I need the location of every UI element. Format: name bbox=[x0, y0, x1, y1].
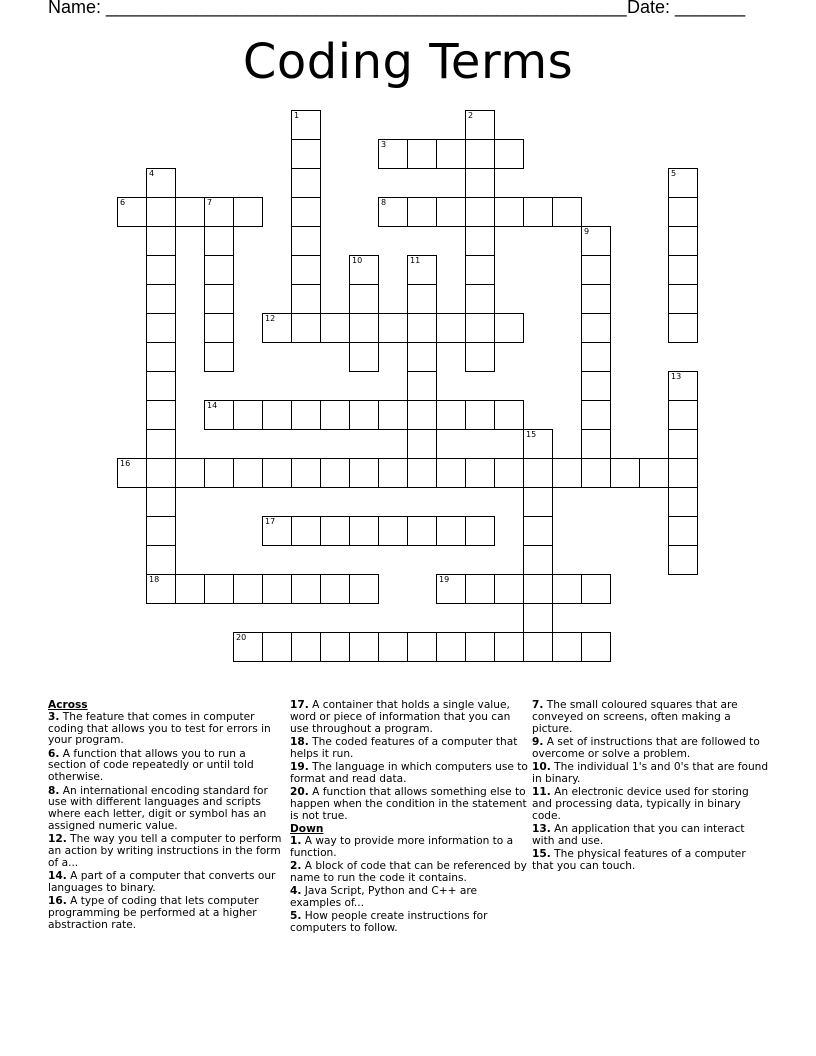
grid-cell[interactable] bbox=[465, 255, 495, 285]
grid-cell[interactable] bbox=[436, 632, 466, 662]
grid-cell[interactable] bbox=[320, 574, 350, 604]
clue-item-number: 15. bbox=[532, 848, 551, 861]
clue-item bbox=[290, 700, 528, 735]
grid-cell[interactable] bbox=[668, 197, 698, 227]
clue-item-number: 12. bbox=[48, 833, 67, 846]
grid-cell[interactable] bbox=[146, 226, 176, 256]
clue-item-number: 2. bbox=[290, 859, 302, 872]
grid-cell[interactable] bbox=[465, 632, 495, 662]
grid-cell[interactable] bbox=[233, 400, 263, 430]
clue-item-text: An international encoding standard for use with different languages and scripts where each letter, digit or symbol has an assigned numeric value. bbox=[48, 784, 268, 832]
grid-cell[interactable] bbox=[668, 168, 698, 198]
grid-cell[interactable] bbox=[262, 458, 292, 488]
grid-cell[interactable] bbox=[465, 313, 495, 343]
clue-item-number: 8. bbox=[48, 784, 60, 797]
grid-cell[interactable] bbox=[291, 226, 321, 256]
clue-item bbox=[532, 737, 770, 761]
grid-cell[interactable] bbox=[204, 226, 234, 256]
clue-item bbox=[532, 762, 770, 786]
clue-item-number: 10. bbox=[532, 760, 551, 773]
grid-cell[interactable] bbox=[581, 400, 611, 430]
grid-cell[interactable] bbox=[523, 516, 553, 546]
clue-number: 16 bbox=[120, 459, 131, 468]
grid-cell[interactable] bbox=[465, 284, 495, 314]
grid-cell[interactable] bbox=[581, 313, 611, 343]
grid-cell[interactable] bbox=[552, 458, 582, 488]
grid-cell[interactable] bbox=[552, 632, 582, 662]
grid-cell[interactable] bbox=[407, 139, 437, 169]
clue-number: 19 bbox=[439, 575, 450, 584]
clue-item bbox=[290, 836, 528, 860]
grid-cell[interactable] bbox=[668, 371, 698, 401]
grid-cell[interactable] bbox=[465, 139, 495, 169]
grid-cell[interactable] bbox=[436, 139, 466, 169]
grid-cell[interactable] bbox=[668, 487, 698, 517]
grid-cell[interactable] bbox=[146, 168, 176, 198]
grid-cell[interactable] bbox=[320, 632, 350, 662]
grid-cell[interactable] bbox=[436, 313, 466, 343]
clue-item-number: 4. bbox=[290, 884, 302, 897]
grid-cell[interactable] bbox=[146, 342, 176, 372]
grid-cell[interactable] bbox=[262, 632, 292, 662]
grid-cell[interactable] bbox=[523, 458, 553, 488]
grid-cell[interactable] bbox=[523, 429, 553, 459]
grid-cell[interactable] bbox=[233, 458, 263, 488]
grid-cell[interactable] bbox=[320, 458, 350, 488]
grid-cell[interactable] bbox=[494, 400, 524, 430]
grid-cell[interactable] bbox=[291, 458, 321, 488]
grid-cell[interactable] bbox=[291, 574, 321, 604]
across-clue-list-continued bbox=[290, 700, 528, 822]
grid-cell[interactable] bbox=[407, 197, 437, 227]
grid-cell[interactable] bbox=[407, 516, 437, 546]
date-field-label: Date: _______ bbox=[627, 0, 746, 17]
grid-cell[interactable] bbox=[349, 342, 379, 372]
clue-item-number: 13. bbox=[532, 822, 551, 835]
clue-item-number: 14. bbox=[48, 870, 67, 883]
clue-item-number: 20. bbox=[290, 786, 309, 799]
clue-item-number: 9. bbox=[532, 735, 544, 748]
grid-cell[interactable] bbox=[610, 458, 640, 488]
grid-cell[interactable] bbox=[378, 632, 408, 662]
grid-cell[interactable] bbox=[204, 458, 234, 488]
clue-number: 8 bbox=[381, 198, 387, 207]
clue-item bbox=[48, 786, 286, 833]
clue-item-number: 17. bbox=[290, 699, 309, 711]
down-heading: Down bbox=[290, 822, 324, 835]
name-field-label: Name: ____________________________________________________ bbox=[48, 0, 627, 17]
grid-cell[interactable] bbox=[146, 197, 176, 227]
clue-item bbox=[290, 861, 528, 885]
clue-item-text: A container that holds a single value, word or piece of information that you can use throughout a program. bbox=[290, 699, 511, 735]
clue-item-number: 18. bbox=[290, 735, 309, 748]
clue-item-text: An application that you can interact with and use. bbox=[532, 822, 745, 847]
grid-cell[interactable] bbox=[146, 429, 176, 459]
grid-cell[interactable] bbox=[291, 255, 321, 285]
grid-cell[interactable] bbox=[523, 603, 553, 633]
grid-cell[interactable] bbox=[146, 574, 176, 604]
grid-cell[interactable] bbox=[204, 313, 234, 343]
clue-number: 20 bbox=[236, 633, 247, 642]
grid-cell[interactable] bbox=[291, 400, 321, 430]
grid-cell[interactable] bbox=[378, 400, 408, 430]
clue-item-text: An electronic device used for storing and processing data, typically in binary code. bbox=[532, 786, 749, 822]
grid-cell[interactable] bbox=[320, 516, 350, 546]
grid-cell[interactable] bbox=[291, 139, 321, 169]
clue-item-text: The coded features of a computer that helps it run. bbox=[290, 735, 518, 760]
grid-cell[interactable] bbox=[465, 516, 495, 546]
grid-cell[interactable] bbox=[204, 400, 234, 430]
grid-cell[interactable] bbox=[581, 255, 611, 285]
grid-cell[interactable] bbox=[581, 429, 611, 459]
clue-number: 14 bbox=[207, 401, 218, 410]
grid-cell[interactable] bbox=[465, 400, 495, 430]
clue-number: 13 bbox=[671, 372, 682, 381]
grid-cell[interactable] bbox=[378, 458, 408, 488]
grid-cell[interactable] bbox=[407, 400, 437, 430]
clue-number: 10 bbox=[352, 256, 363, 265]
grid-cell[interactable] bbox=[581, 226, 611, 256]
grid-cell[interactable] bbox=[320, 313, 350, 343]
grid-cell[interactable] bbox=[552, 574, 582, 604]
grid-cell[interactable] bbox=[146, 255, 176, 285]
clue-item bbox=[290, 737, 528, 761]
grid-cell[interactable] bbox=[523, 197, 553, 227]
grid-cell[interactable] bbox=[291, 168, 321, 198]
grid-cell[interactable] bbox=[146, 400, 176, 430]
clue-item bbox=[290, 911, 528, 935]
grid-cell[interactable] bbox=[349, 313, 379, 343]
grid-cell[interactable] bbox=[668, 226, 698, 256]
across-heading: Across bbox=[48, 699, 88, 711]
clue-item bbox=[532, 824, 770, 848]
grid-cell[interactable] bbox=[146, 313, 176, 343]
clue-item-text: A function that allows you to run a section of code repeatedly or until told otherwise. bbox=[48, 747, 254, 784]
clue-item-text: A way to provide more information to a function. bbox=[290, 834, 514, 859]
grid-cell[interactable] bbox=[436, 458, 466, 488]
grid-cell[interactable] bbox=[204, 342, 234, 372]
clue-number: 11 bbox=[410, 256, 421, 265]
grid-cell[interactable] bbox=[262, 574, 292, 604]
grid-cell[interactable] bbox=[146, 458, 176, 488]
grid-cell[interactable] bbox=[494, 139, 524, 169]
grid-cell[interactable] bbox=[668, 545, 698, 575]
clue-item bbox=[532, 700, 770, 735]
grid-cell[interactable] bbox=[407, 632, 437, 662]
grid-cell[interactable] bbox=[465, 168, 495, 198]
clue-number: 7 bbox=[207, 198, 213, 207]
grid-cell[interactable] bbox=[465, 226, 495, 256]
clue-number: 1 bbox=[294, 111, 300, 120]
grid-cell[interactable] bbox=[117, 197, 147, 227]
grid-cell[interactable] bbox=[233, 632, 263, 662]
grid-cell[interactable] bbox=[494, 313, 524, 343]
grid-cell[interactable] bbox=[378, 516, 408, 546]
clue-number: 5 bbox=[671, 169, 677, 178]
grid-cell[interactable] bbox=[668, 458, 698, 488]
clue-item bbox=[532, 849, 770, 873]
puzzle-title: Coding Terms bbox=[242, 34, 574, 90]
grid-cell[interactable] bbox=[407, 342, 437, 372]
grid-cell[interactable] bbox=[262, 516, 292, 546]
grid-cell[interactable] bbox=[668, 284, 698, 314]
grid-cell[interactable] bbox=[494, 197, 524, 227]
grid-cell[interactable] bbox=[407, 255, 437, 285]
clues-column-2 bbox=[290, 700, 528, 936]
grid-cell[interactable] bbox=[117, 458, 147, 488]
grid-cell[interactable] bbox=[552, 197, 582, 227]
clue-item bbox=[48, 834, 286, 869]
clue-item-text: A set of instructions that are followed to overcome or solve a problem. bbox=[532, 735, 760, 760]
grid-cell[interactable] bbox=[436, 574, 466, 604]
grid-cell[interactable] bbox=[494, 458, 524, 488]
grid-cell[interactable] bbox=[146, 284, 176, 314]
across-clue-list bbox=[48, 712, 286, 932]
clue-item-text: A block of code that can be referenced by name to run the code it contains. bbox=[290, 859, 527, 884]
grid-cell[interactable] bbox=[407, 429, 437, 459]
grid-cell[interactable] bbox=[436, 400, 466, 430]
clue-item-text: The feature that comes in computer coding that allows you to test for errors in your program. bbox=[48, 710, 271, 747]
grid-cell[interactable] bbox=[349, 400, 379, 430]
grid-cell[interactable] bbox=[668, 429, 698, 459]
grid-cell[interactable] bbox=[378, 313, 408, 343]
clue-number: 3 bbox=[381, 140, 387, 149]
grid-cell[interactable] bbox=[349, 284, 379, 314]
grid-cell[interactable] bbox=[523, 574, 553, 604]
clue-item bbox=[48, 871, 286, 895]
grid-cell[interactable] bbox=[291, 284, 321, 314]
clue-item-text: The physical features of a computer that you can touch. bbox=[532, 848, 746, 872]
grid-cell[interactable] bbox=[320, 400, 350, 430]
grid-cell[interactable] bbox=[233, 574, 263, 604]
grid-cell[interactable] bbox=[668, 400, 698, 430]
grid-cell[interactable] bbox=[407, 458, 437, 488]
clue-number: 4 bbox=[149, 169, 155, 178]
grid-cell[interactable] bbox=[146, 371, 176, 401]
grid-cell[interactable] bbox=[465, 110, 495, 140]
grid-cell[interactable] bbox=[378, 139, 408, 169]
grid-cell[interactable] bbox=[465, 197, 495, 227]
grid-cell[interactable] bbox=[349, 632, 379, 662]
grid-cell[interactable] bbox=[262, 400, 292, 430]
grid-cell[interactable] bbox=[175, 458, 205, 488]
clue-number: 17 bbox=[265, 517, 276, 526]
clue-item-number: 7. bbox=[532, 699, 544, 711]
grid-cell[interactable] bbox=[204, 284, 234, 314]
grid-cell[interactable] bbox=[291, 110, 321, 140]
grid-cell[interactable] bbox=[668, 313, 698, 343]
grid-cell[interactable] bbox=[465, 574, 495, 604]
clue-item-text: The individual 1's and 0's that are found in binary. bbox=[532, 760, 769, 785]
grid-cell[interactable] bbox=[291, 197, 321, 227]
grid-cell[interactable] bbox=[668, 516, 698, 546]
grid-cell[interactable] bbox=[349, 574, 379, 604]
clue-item bbox=[48, 896, 286, 931]
grid-cell[interactable] bbox=[581, 342, 611, 372]
down-clue-list bbox=[290, 836, 528, 935]
clue-number: 6 bbox=[120, 198, 126, 207]
grid-cell[interactable] bbox=[494, 574, 524, 604]
grid-cell[interactable] bbox=[349, 516, 379, 546]
grid-cell[interactable] bbox=[146, 545, 176, 575]
grid-cell[interactable] bbox=[407, 284, 437, 314]
grid-cell[interactable] bbox=[175, 197, 205, 227]
clue-number: 9 bbox=[584, 227, 590, 236]
clue-item-number: 5. bbox=[290, 910, 302, 923]
grid-cell[interactable] bbox=[581, 574, 611, 604]
clue-item-number: 3. bbox=[48, 710, 60, 723]
clue-item-text: A part of a computer that converts our languages to binary. bbox=[48, 870, 276, 894]
clue-item-text: A type of coding that lets computer programming be performed at a higher abstraction rate. bbox=[48, 895, 259, 931]
grid-cell[interactable] bbox=[523, 487, 553, 517]
grid-cell[interactable] bbox=[146, 516, 176, 546]
clue-number: 2 bbox=[468, 111, 474, 120]
clue-item-text: A function that allows something else to happen when the condition in the statement is not true. bbox=[290, 786, 527, 822]
clue-item-number: 16. bbox=[48, 895, 67, 908]
clue-item bbox=[290, 787, 528, 822]
grid-cell[interactable] bbox=[146, 487, 176, 517]
grid-cell[interactable] bbox=[204, 197, 234, 227]
clue-number: 15 bbox=[526, 430, 537, 439]
down-clue-list-continued bbox=[532, 700, 770, 873]
clue-item bbox=[48, 712, 286, 747]
clue-item-number: 11. bbox=[532, 786, 551, 799]
grid-cell[interactable] bbox=[291, 632, 321, 662]
clue-item-text: The small coloured squares that are conveyed on screens, often making a picture. bbox=[532, 699, 738, 735]
grid-cell[interactable] bbox=[494, 632, 524, 662]
clue-item-text: How people create instructions for computers to follow. bbox=[290, 910, 488, 934]
clue-item bbox=[48, 749, 286, 784]
clues-column-1 bbox=[48, 700, 286, 933]
clues-column-3 bbox=[532, 700, 770, 874]
clue-item-number: 1. bbox=[290, 834, 302, 847]
grid-cell[interactable] bbox=[291, 516, 321, 546]
grid-cell[interactable] bbox=[581, 284, 611, 314]
clue-item-text: The way you tell a computer to perform an action by writing instructions in the form of a... bbox=[48, 833, 282, 869]
grid-cell[interactable] bbox=[175, 574, 205, 604]
clue-item bbox=[532, 787, 770, 822]
grid-cell[interactable] bbox=[465, 342, 495, 372]
grid-cell[interactable] bbox=[204, 255, 234, 285]
clue-item-text: Java Script, Python and C++ are examples of... bbox=[290, 884, 478, 909]
grid-cell[interactable] bbox=[668, 255, 698, 285]
grid-cell[interactable] bbox=[436, 516, 466, 546]
clue-number: 12 bbox=[265, 314, 276, 323]
grid-cell[interactable] bbox=[523, 545, 553, 575]
grid-cell[interactable] bbox=[349, 255, 379, 285]
grid-cell[interactable] bbox=[233, 197, 263, 227]
grid-cell[interactable] bbox=[581, 632, 611, 662]
grid-cell[interactable] bbox=[581, 371, 611, 401]
grid-cell[interactable] bbox=[436, 197, 466, 227]
clue-item-text: The language in which computers use to format and read data. bbox=[290, 760, 528, 785]
clue-item-number: 19. bbox=[290, 760, 309, 773]
grid-cell[interactable] bbox=[378, 197, 408, 227]
grid-cell[interactable] bbox=[639, 458, 669, 488]
grid-cell[interactable] bbox=[349, 458, 379, 488]
grid-cell[interactable] bbox=[465, 458, 495, 488]
grid-cell[interactable] bbox=[523, 632, 553, 662]
grid-cell[interactable] bbox=[407, 313, 437, 343]
grid-cell[interactable] bbox=[262, 313, 292, 343]
clue-item bbox=[290, 762, 528, 786]
clue-item-number: 6. bbox=[48, 747, 60, 760]
grid-cell[interactable] bbox=[407, 371, 437, 401]
clue-item bbox=[290, 886, 528, 910]
grid-cell[interactable] bbox=[581, 458, 611, 488]
grid-cell[interactable] bbox=[291, 313, 321, 343]
grid-cell[interactable] bbox=[204, 574, 234, 604]
clue-number: 18 bbox=[149, 575, 160, 584]
